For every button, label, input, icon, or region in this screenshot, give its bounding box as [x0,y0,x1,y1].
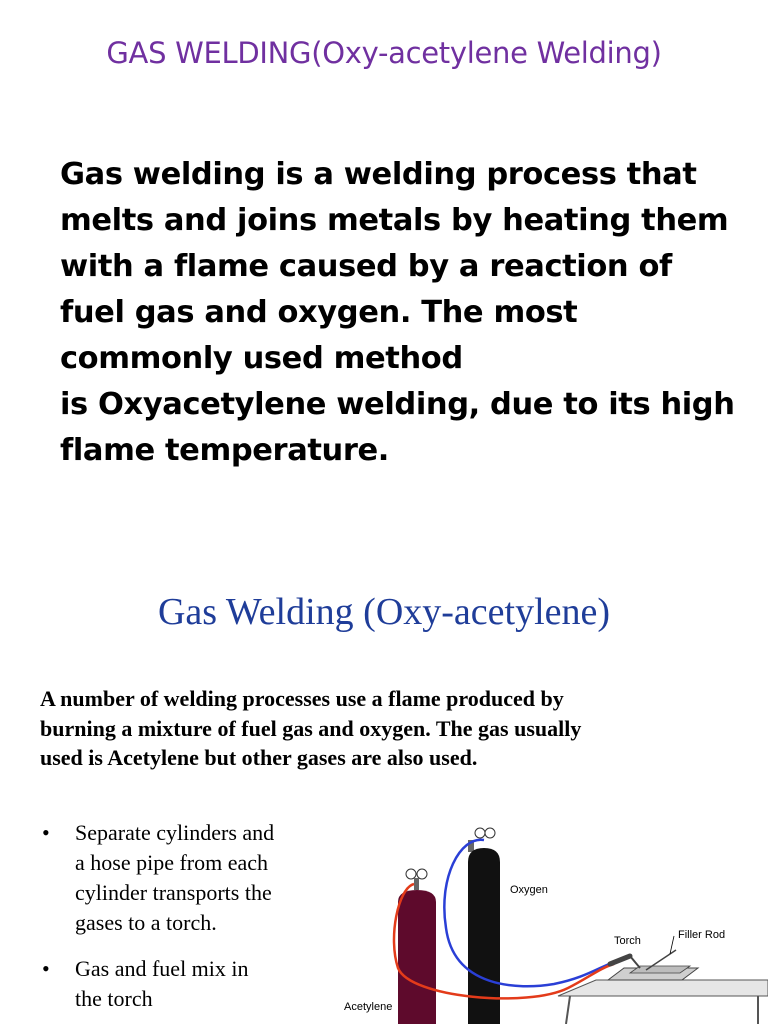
body-line: flame temperature. [60,433,389,468]
slide-2 [0,560,768,1024]
bullet-line: gases to a torch. [75,910,217,935]
bullet-item [40,954,340,1014]
body-line: fuel gas and oxygen. The most [60,295,578,330]
work-table [558,980,768,1024]
bullet-line: Separate cylinders and [75,820,275,845]
slide-2-intro [40,684,740,773]
body-line: with a flame caused by a reaction of [60,249,672,284]
intro-line: used is Acetylene but other gases are also used. [40,745,478,770]
label-torch: Torch [614,935,641,947]
label-filler-rod: Filler Rod [678,929,726,941]
slide-1 [0,0,768,512]
body-line: commonly used method [60,341,463,376]
body-line: is Oxyacetylene welding, due to its high [60,387,735,422]
gas-welding-diagram [338,818,768,1024]
torch [610,956,640,968]
body-line: melts and joins metals by heating them [60,203,729,238]
label-acetylene: Acetylene [344,1001,393,1013]
bullet-line: cylinder transports the [75,880,272,905]
workpiece [608,966,698,980]
slide-1-body [60,152,740,474]
bullet-item [40,818,340,938]
label-oxygen: Oxygen [510,884,548,896]
intro-line: A number of welding processes use a flame produced by [40,686,564,711]
slide-2-title: Gas Welding (Oxy-acetylene) [157,591,611,633]
bullet-icon: • [42,956,50,981]
bullet-line: the torch [75,986,153,1011]
bullet-icon: • [42,820,50,845]
acetylene-cylinder-body [398,890,436,1024]
intro-line: burning a mixture of fuel gas and oxygen. The gas usually [40,715,582,741]
bullet-line: Gas and fuel mix in [75,956,249,981]
body-line: Gas welding is a welding process that [60,157,697,192]
bullet-line: a hose pipe from each [75,850,269,875]
oxygen-cylinder [468,828,500,1024]
bullet-list [40,818,340,1030]
slide-1-title: GAS WELDING(Oxy-acetylene Welding) [106,36,662,70]
